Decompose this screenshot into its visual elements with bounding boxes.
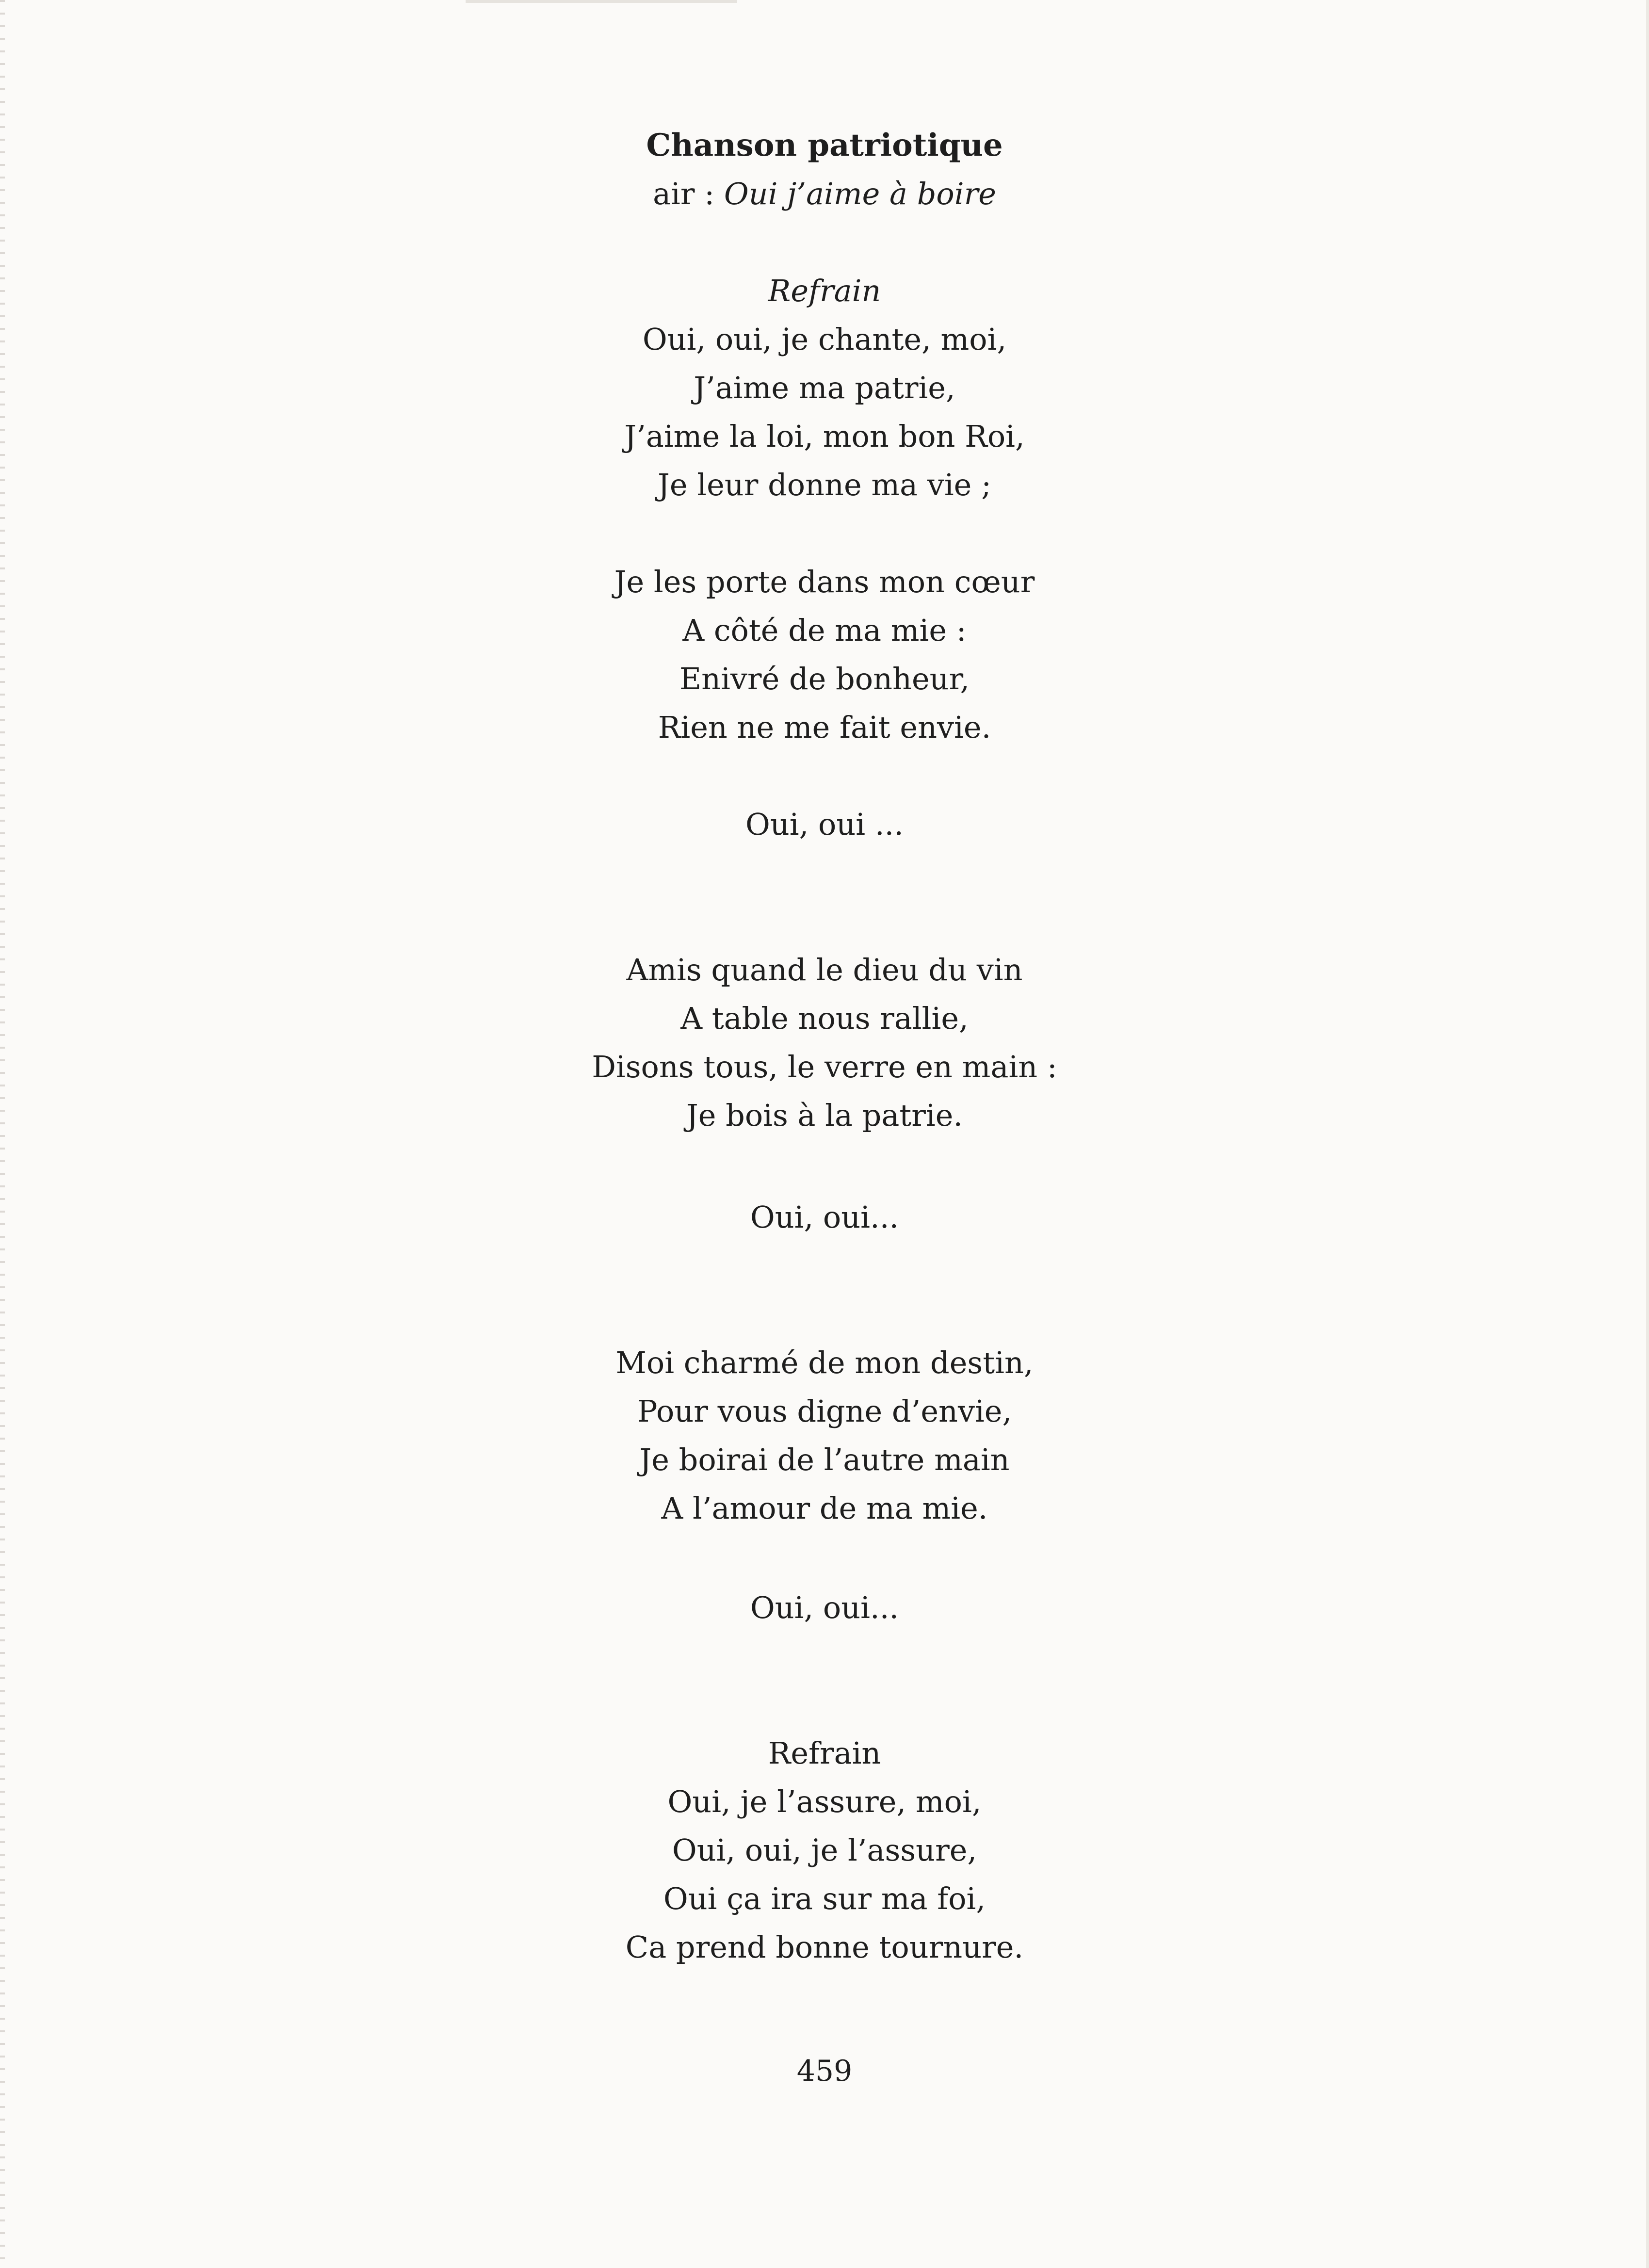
verse-line: A côté de ma mie : — [682, 613, 967, 648]
stanza-1 — [0, 558, 1649, 752]
verse-line: Ca prend bonne tournure. — [625, 1929, 1024, 1965]
verse-line: Disons tous, le verre en main : — [592, 1049, 1057, 1085]
song-title: Chanson patriotique — [646, 127, 1003, 163]
chorus-line: Oui, oui... — [750, 1590, 899, 1625]
air-prefix: air : — [653, 176, 724, 211]
song-air — [0, 170, 1649, 218]
verse-line: A table nous rallie, — [680, 1001, 969, 1036]
page-number — [0, 2047, 1649, 2095]
verse-line: Je leur donne ma vie ; — [658, 467, 991, 502]
chorus-line: Oui, oui... — [750, 1199, 899, 1235]
refrain-label: Refrain — [768, 273, 881, 308]
page-top-mark — [466, 0, 737, 3]
verse-line: J’aime ma patrie, — [694, 370, 955, 405]
verse-line: J’aime la loi, mon bon Roi, — [624, 419, 1025, 454]
verse-line: A l’amour de ma mie. — [661, 1490, 988, 1526]
stanza-2 — [0, 946, 1649, 1140]
refrain-label: Refrain — [768, 1735, 881, 1771]
verse-line: Rien ne me fait envie. — [658, 710, 991, 745]
page-number-text: 459 — [796, 2054, 853, 2088]
air-name: Oui j’aime à boire — [724, 176, 996, 211]
song-header — [0, 121, 1649, 218]
verse-line: Oui, oui, je chante, moi, — [642, 322, 1007, 357]
refrain-final — [0, 1729, 1649, 1972]
refrain-first — [0, 267, 1649, 509]
chorus-line: Oui, oui ... — [745, 807, 904, 842]
verse-line: Je boirai de l’autre main — [639, 1442, 1010, 1477]
chorus-1 — [0, 800, 1649, 849]
verse-line: Oui ça ira sur ma foi, — [663, 1881, 986, 1916]
verse-line: Enivré de bonheur, — [679, 661, 970, 697]
verse-line: Oui, je l’assure, moi, — [667, 1784, 982, 1819]
verse-line: Oui, oui, je l’assure, — [672, 1832, 977, 1868]
verse-line: Amis quand le dieu du vin — [626, 952, 1023, 988]
chorus-3 — [0, 1584, 1649, 1632]
stanza-3 — [0, 1339, 1649, 1533]
chorus-2 — [0, 1193, 1649, 1242]
verse-line: Je bois à la patrie. — [686, 1098, 963, 1133]
verse-line: Pour vous digne d’envie, — [637, 1393, 1012, 1429]
verse-line: Moi charmé de mon destin, — [615, 1345, 1034, 1380]
verse-line: Je les porte dans mon cœur — [614, 564, 1035, 599]
